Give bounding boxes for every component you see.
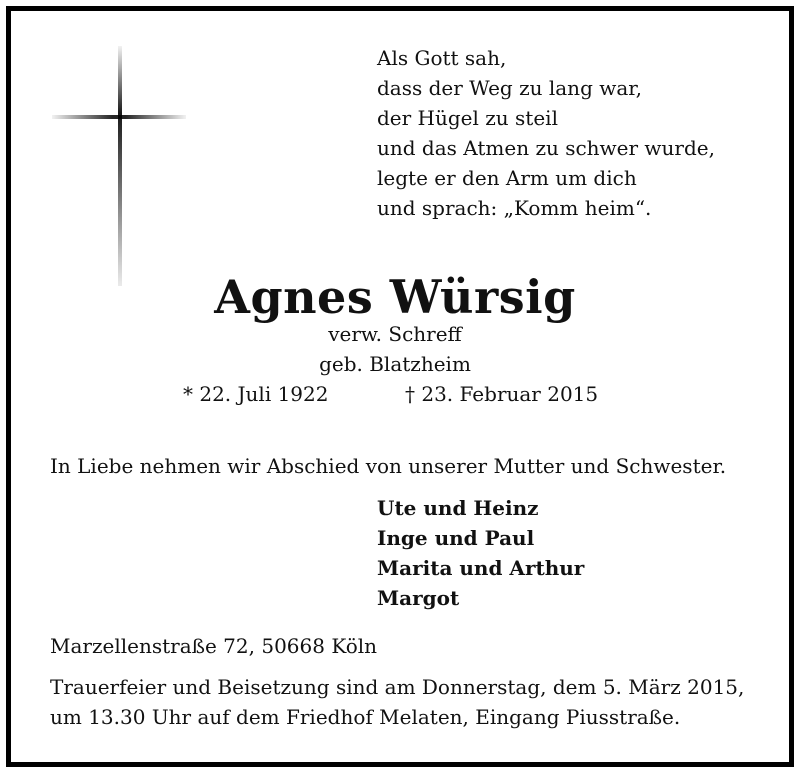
funeral-info [50, 672, 744, 732]
address: Marzellenstraße 72, 50668 Köln [50, 634, 378, 658]
poem-line: und das Atmen zu schwer wurde, [377, 136, 715, 160]
cross-vertical-beam [118, 46, 122, 286]
poem-line: und sprach: „Komm heim“. [377, 196, 652, 220]
birth-date: * 22. Juli 1922 [183, 382, 329, 406]
birth-name: geb. Blatzheim [319, 352, 471, 376]
funeral-line: um 13.30 Uhr auf dem Friedhof Melaten, Eingang Piusstraße. [50, 705, 681, 729]
poem-line: legte er den Arm um dich [377, 166, 637, 190]
widowed-name: verw. Schreff [328, 322, 462, 346]
poem-line: dass der Weg zu lang war, [377, 76, 642, 100]
cross-icon [52, 46, 186, 286]
poem-line: Als Gott sah, [377, 46, 507, 70]
family-member: Inge und Paul [377, 526, 535, 550]
funeral-line: Trauerfeier und Beisetzung sind am Donnerstag, dem 5. März 2015, [50, 675, 745, 699]
farewell-text: In Liebe nehmen wir Abschied von unserer Mutter und Schwester. [50, 454, 727, 478]
poem [377, 43, 715, 223]
poem-line: der Hügel zu steil [377, 106, 558, 130]
family-member: Ute und Heinz [377, 496, 539, 520]
cross-horizontal-beam [52, 115, 186, 119]
family-list [377, 493, 584, 613]
family-member: Margot [377, 586, 460, 610]
deceased-name: Agnes Würsig [214, 270, 576, 324]
death-date: † 23. Februar 2015 [405, 382, 599, 406]
family-member: Marita und Arthur [377, 556, 585, 580]
